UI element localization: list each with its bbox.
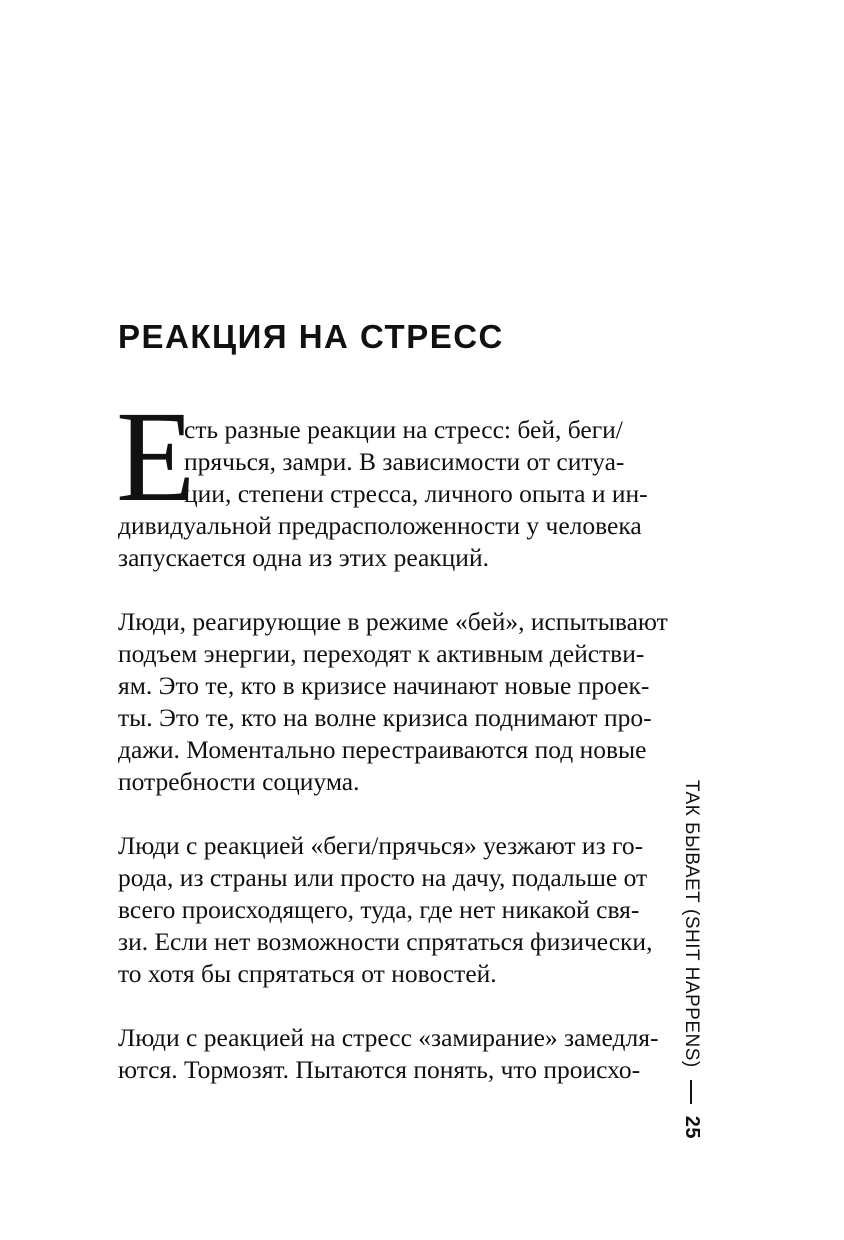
text-line: ются. Тормозят. Пытаются понять, что происхо- [118, 1055, 641, 1084]
drop-cap: Е [116, 385, 196, 529]
text-line: подъем энергии, переходят к активным действи- [118, 639, 645, 668]
paragraph-1 [118, 414, 658, 574]
text-line: запускается одна из этих реакций. [118, 543, 489, 572]
paragraph-3 [118, 830, 658, 990]
page-number: 25 [681, 1115, 703, 1139]
running-head-divider [691, 1080, 693, 1104]
text-line: зи. Если нет возможности спрятаться физически, [118, 927, 653, 956]
text-line: ям. Это те, кто в кризисе начинают новые проек- [118, 671, 650, 700]
text-line: всего происходящего, туда, где нет никакой свя- [118, 895, 640, 924]
text-line: рода, из страны или просто на дачу, подальше от [118, 863, 648, 892]
paragraph-2 [118, 606, 668, 798]
text-line: Люди с реакцией на стресс «замирание» замедля- [118, 1023, 659, 1052]
text-line: Люди, реагирующие в режиме «бей», испытывают [118, 607, 668, 636]
text-line: дивидуальной предрасположенности у человека [118, 511, 642, 540]
text-line: сть разные реакции на стресс: бей, беги/ [184, 415, 623, 444]
text-line: ты. Это те, кто на волне кризиса поднимают про- [118, 703, 652, 732]
text-line: ции, степени стресса, личного опыта и ин- [184, 479, 648, 508]
text-line: потребности социума. [118, 767, 360, 796]
chapter-title: РЕАКЦИЯ НА СТРЕСС [118, 318, 504, 355]
running-head [680, 780, 703, 1139]
text-line: дажи. Моментально перестраиваются под новые [118, 735, 647, 764]
paragraph-4 [118, 1022, 658, 1086]
text-line: прячься, замри. В зависимости от ситуа- [184, 447, 625, 476]
running-head-title: ТАК БЫВАЕТ (SHIT HAPPENS) [681, 780, 703, 1068]
text-line: Люди с реакцией «беги/прячься» уезжают из го- [118, 831, 644, 860]
text-line: то хотя бы спрятаться от новостей. [118, 959, 497, 988]
